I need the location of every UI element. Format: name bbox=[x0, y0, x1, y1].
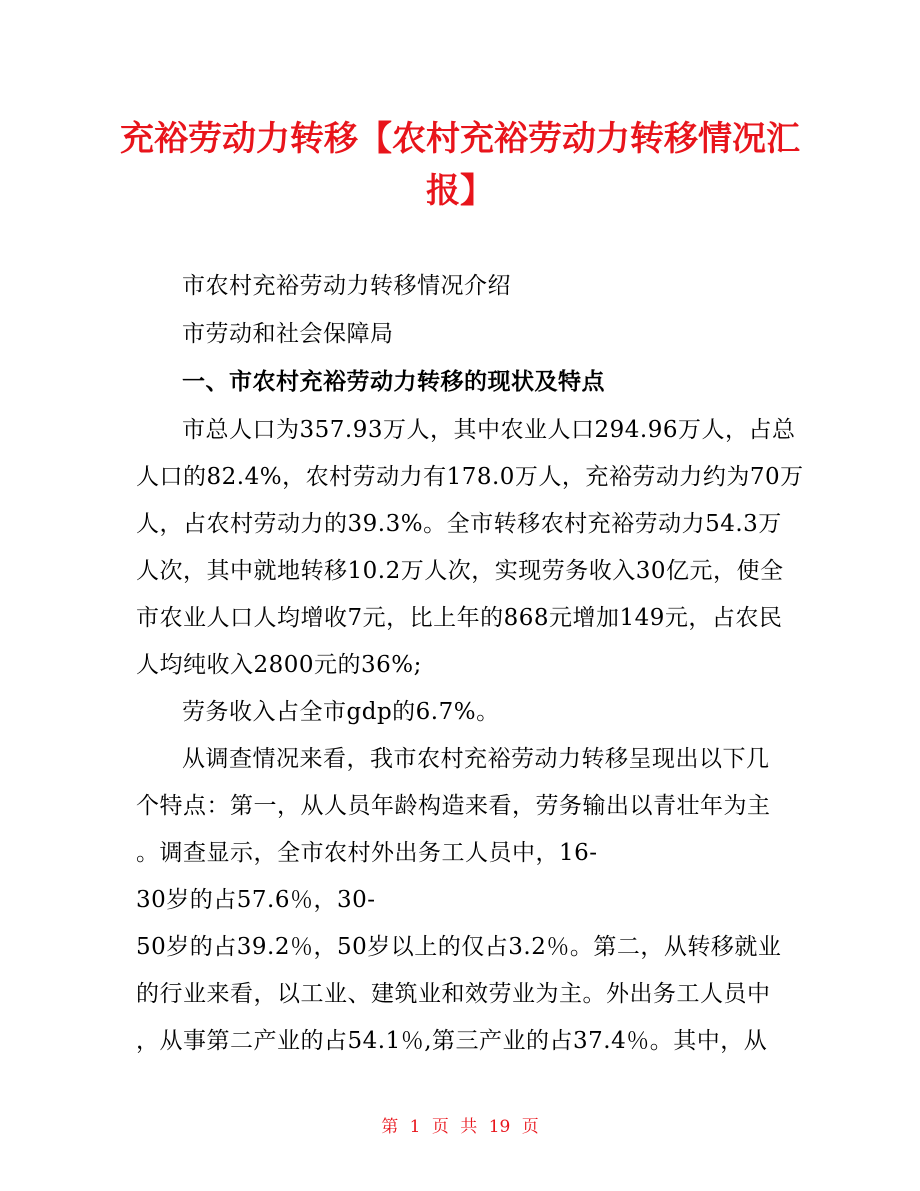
body-line: 人次，其中就地转移10.2万人次，实现劳务收入30亿元，使全 bbox=[136, 558, 784, 584]
body-line: 个特点：第一，从人员年龄构造来看，劳务输出以青壮年为主 bbox=[136, 793, 771, 819]
page-number-footer: 第 1 页 共 19 页 bbox=[381, 1117, 539, 1137]
body-line: 30岁的占57.6％，30- bbox=[136, 887, 376, 913]
body-line: 人均纯收入2800元的36%; bbox=[136, 652, 422, 678]
body-line: 人口的82.4%，农村劳动力有178.0万人，充裕劳动力约为70万 bbox=[136, 464, 804, 490]
body-line: 市总人口为357.93万人，其中农业人口294.96万人，占总 bbox=[182, 417, 796, 443]
paragraph-intro-title: 市农村充裕劳动力转移情况介绍 bbox=[182, 273, 511, 299]
body-line: 。调查显示，全市农村外出务工人员中，16- bbox=[136, 840, 598, 866]
body-line: 人，占农村劳动力的39.3%。全市转移农村充裕劳动力54.3万 bbox=[136, 511, 782, 537]
section-heading: 一、市农村充裕劳动力转移的现状及特点 bbox=[182, 368, 605, 395]
document-title-line-2: 报】 bbox=[426, 171, 494, 211]
paragraph-author: 市劳动和社会保障局 bbox=[182, 321, 394, 347]
body-line: 50岁的占39.2％，50岁以上的仅占3.2％。第二，从转移就业 bbox=[136, 934, 782, 960]
body-line: 劳务收入占全市gdp的6.7%。 bbox=[182, 699, 500, 725]
document-title-line-1: 充裕劳动力转移【农村充裕劳动力转移情况汇 bbox=[120, 119, 800, 159]
body-line: 的行业来看，以工业、建筑业和效劳业为主。外出务工人员中 bbox=[136, 981, 771, 1007]
body-line: ，从事第二产业的占54.1％,第三产业的占37.4％。其中，从 bbox=[136, 1028, 768, 1054]
body-line: 市农业人口人均增收7元，比上年的868元增加149元，占农民 bbox=[136, 605, 783, 631]
body-line: 从调查情况来看，我市农村充裕劳动力转移呈现出以下几 bbox=[182, 746, 770, 772]
